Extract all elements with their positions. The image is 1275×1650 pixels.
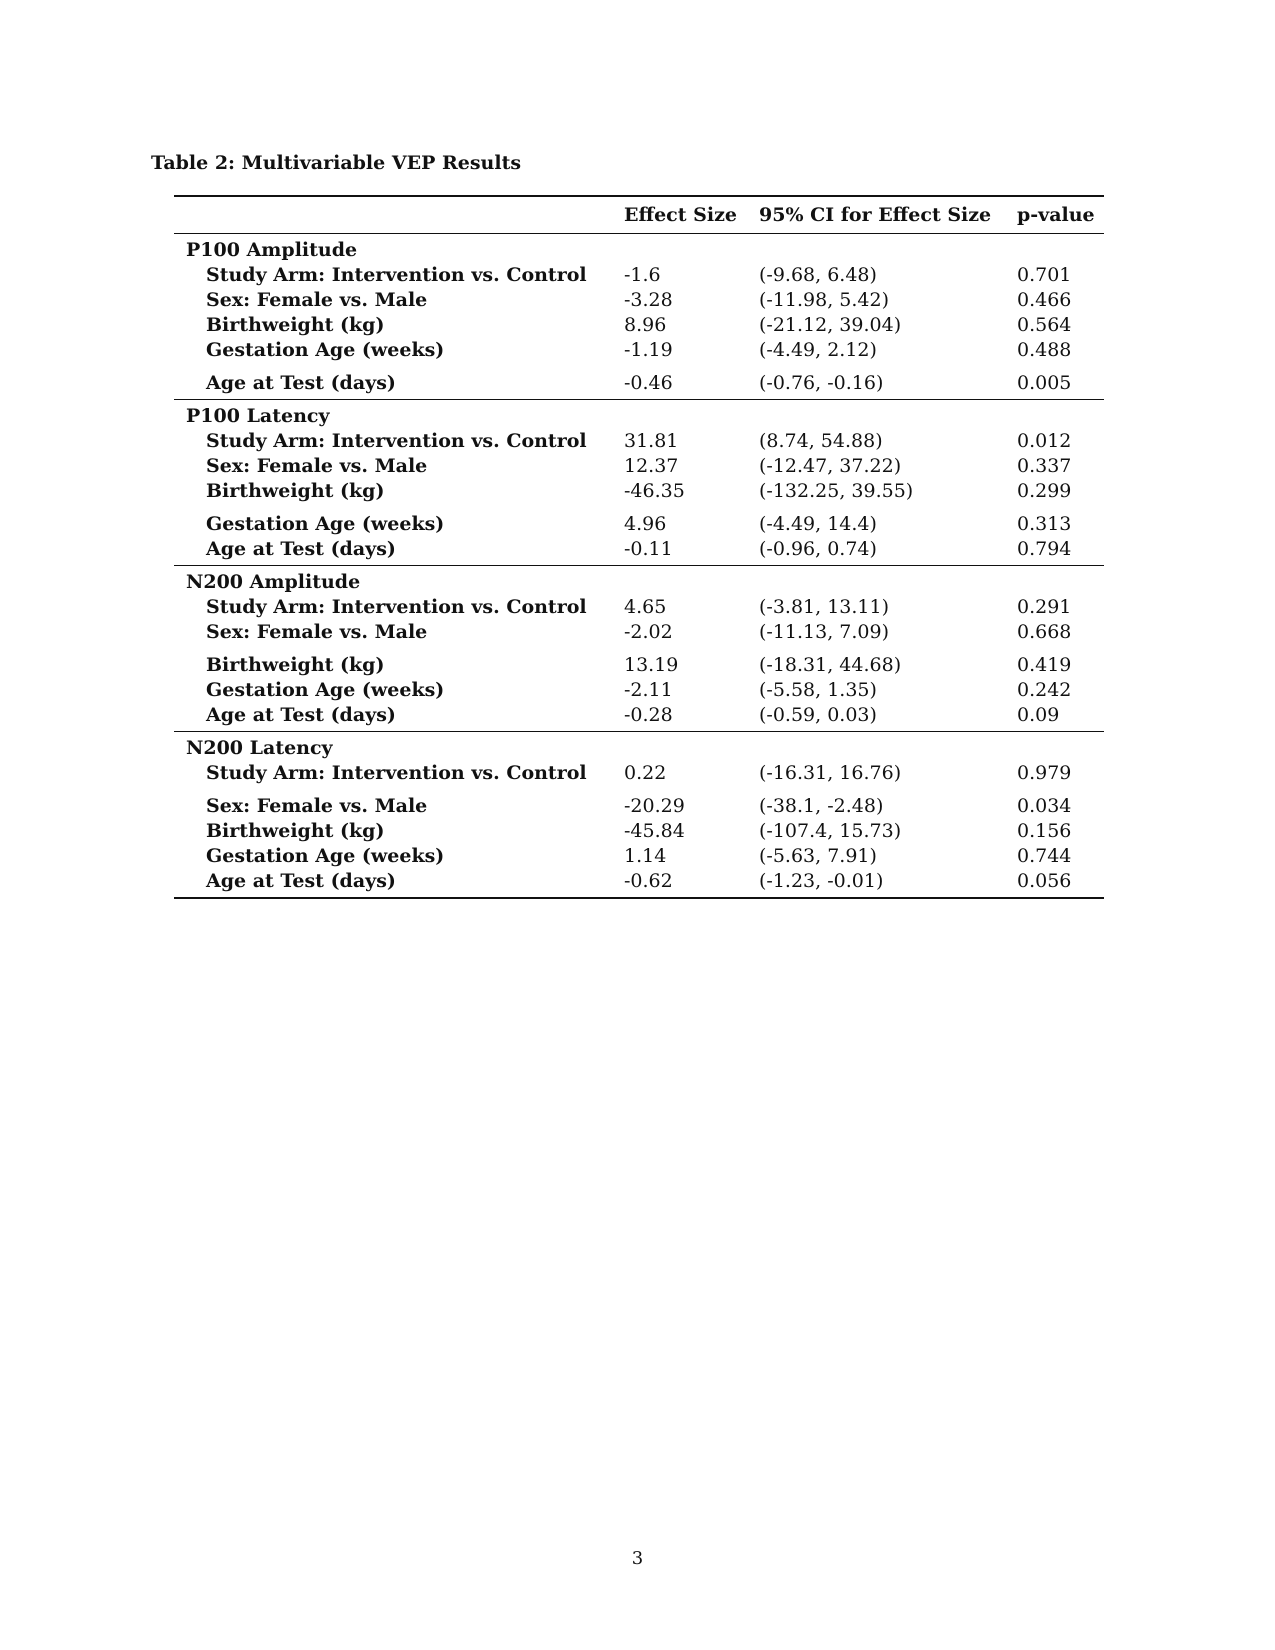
effect-size-cell: -20.29 [624, 795, 685, 817]
p-value-cell: 0.466 [1017, 289, 1072, 311]
row-label: Age at Test (days) [174, 537, 614, 566]
row-label: Age at Test (days) [174, 703, 614, 732]
table-row [174, 363, 1104, 400]
p-value-cell: 0.701 [1017, 264, 1072, 286]
effect-size-cell: 0.22 [624, 762, 667, 784]
table-row [174, 537, 1104, 566]
header-effect-size: Effect Size [614, 196, 749, 234]
row-label: Study Arm: Intervention vs. Control [206, 430, 587, 452]
p-value-cell: 0.794 [1007, 537, 1104, 566]
ci-cell: (-16.31, 16.76) [759, 762, 902, 784]
p-value-cell: 0.419 [1017, 654, 1072, 676]
group-title: P100 Latency [186, 405, 330, 427]
table-row [174, 703, 1104, 732]
row-label: Gestation Age (weeks) [206, 339, 445, 361]
ci-cell: (-0.76, -0.16) [749, 363, 1007, 400]
p-value-cell: 0.012 [1017, 430, 1072, 452]
effect-size-cell: -45.84 [624, 820, 685, 842]
group-title-row [174, 566, 1104, 596]
effect-size-cell: -46.35 [624, 480, 685, 502]
effect-size-cell: -1.6 [624, 264, 661, 286]
row-label: Study Arm: Intervention vs. Control [206, 264, 587, 286]
vep-results-table [174, 195, 1104, 899]
effect-size-cell: -3.28 [624, 289, 673, 311]
table-row [174, 645, 1104, 678]
row-label: Sex: Female vs. Male [206, 289, 428, 311]
row-label: Study Arm: Intervention vs. Control [206, 762, 587, 784]
ci-cell: (-0.96, 0.74) [749, 537, 1007, 566]
effect-size-cell: -0.46 [614, 363, 749, 400]
p-value-cell: 0.668 [1017, 621, 1072, 643]
table-row [174, 620, 1104, 645]
table-row [174, 761, 1104, 786]
row-label: Birthweight (kg) [206, 480, 385, 502]
ci-cell: (-4.49, 2.12) [759, 339, 877, 361]
table-row [174, 288, 1104, 313]
ci-cell: (-132.25, 39.55) [759, 480, 914, 502]
ci-cell: (-4.49, 14.4) [759, 513, 877, 535]
ci-cell: (-38.1, -2.48) [759, 795, 884, 817]
p-value-cell: 0.564 [1017, 314, 1072, 336]
table-header-row [174, 196, 1104, 234]
row-label: Sex: Female vs. Male [206, 455, 428, 477]
table-row [174, 786, 1104, 819]
effect-size-cell: 4.96 [624, 513, 667, 535]
effect-size-cell: 13.19 [624, 654, 679, 676]
ci-cell: (-3.81, 13.11) [759, 596, 890, 618]
effect-size-cell: 1.14 [624, 845, 667, 867]
table-row [174, 313, 1104, 338]
page-number: 3 [631, 1548, 644, 1569]
ci-cell: (-0.59, 0.03) [749, 703, 1007, 732]
ci-cell: (-18.31, 44.68) [759, 654, 902, 676]
table-row [174, 819, 1104, 844]
ci-cell: (-107.4, 15.73) [759, 820, 902, 842]
p-value-cell: 0.744 [1017, 845, 1072, 867]
table-row [174, 678, 1104, 703]
effect-size-cell: 12.37 [624, 455, 679, 477]
table-row [174, 338, 1104, 363]
effect-size-cell: -0.11 [614, 537, 749, 566]
row-label: Birthweight (kg) [206, 314, 385, 336]
p-value-cell: 0.299 [1017, 480, 1072, 502]
header-ci: 95% CI for Effect Size [749, 196, 1007, 234]
row-label: Sex: Female vs. Male [206, 621, 428, 643]
header-p-value: p-value [1007, 196, 1104, 234]
p-value-cell: 0.488 [1017, 339, 1072, 361]
ci-cell: (-5.58, 1.35) [759, 679, 877, 701]
table-row [174, 595, 1104, 620]
row-label: Age at Test (days) [174, 363, 614, 400]
p-value-cell: 0.09 [1007, 703, 1104, 732]
p-value-cell: 0.291 [1017, 596, 1072, 618]
group-title: N200 Latency [186, 737, 333, 759]
effect-size-cell: -0.62 [614, 869, 749, 898]
ci-cell: (-11.13, 7.09) [759, 621, 890, 643]
p-value-cell: 0.056 [1007, 869, 1104, 898]
p-value-cell: 0.156 [1017, 820, 1072, 842]
row-label: Sex: Female vs. Male [206, 795, 428, 817]
row-label: Gestation Age (weeks) [206, 845, 445, 867]
table-row [174, 479, 1104, 504]
table-row [174, 869, 1104, 898]
p-value-cell: 0.337 [1017, 455, 1072, 477]
ci-cell: (-5.63, 7.91) [759, 845, 877, 867]
p-value-cell: 0.242 [1017, 679, 1072, 701]
ci-cell: (-1.23, -0.01) [749, 869, 1007, 898]
effect-size-cell: 4.65 [624, 596, 667, 618]
row-label: Study Arm: Intervention vs. Control [206, 596, 587, 618]
results-table-container [174, 195, 1104, 899]
table-row [174, 429, 1104, 454]
row-label: Birthweight (kg) [206, 654, 385, 676]
header-label [174, 196, 614, 234]
ci-cell: (-11.98, 5.42) [759, 289, 890, 311]
table-row [174, 454, 1104, 479]
table-caption: Table 2: Multivariable VEP Results [151, 152, 522, 174]
effect-size-cell: -2.02 [624, 621, 673, 643]
group-title: P100 Amplitude [186, 239, 358, 261]
p-value-cell: 0.005 [1007, 363, 1104, 400]
table-row [174, 844, 1104, 869]
group-title-row [174, 732, 1104, 762]
ci-cell: (-21.12, 39.04) [759, 314, 902, 336]
row-label: Age at Test (days) [174, 869, 614, 898]
effect-size-cell: 31.81 [624, 430, 679, 452]
p-value-cell: 0.034 [1017, 795, 1072, 817]
effect-size-cell: -2.11 [624, 679, 673, 701]
p-value-cell: 0.313 [1017, 513, 1072, 535]
ci-cell: (-9.68, 6.48) [759, 264, 877, 286]
group-title-row [174, 400, 1104, 430]
group-title-row [174, 234, 1104, 264]
effect-size-cell: -1.19 [624, 339, 673, 361]
row-label: Gestation Age (weeks) [206, 513, 445, 535]
row-label: Birthweight (kg) [206, 820, 385, 842]
table-row [174, 263, 1104, 288]
effect-size-cell: 8.96 [624, 314, 667, 336]
table-row [174, 504, 1104, 537]
row-label: Gestation Age (weeks) [206, 679, 445, 701]
group-title: N200 Amplitude [186, 571, 361, 593]
ci-cell: (8.74, 54.88) [759, 430, 883, 452]
effect-size-cell: -0.28 [614, 703, 749, 732]
ci-cell: (-12.47, 37.22) [759, 455, 902, 477]
p-value-cell: 0.979 [1017, 762, 1072, 784]
